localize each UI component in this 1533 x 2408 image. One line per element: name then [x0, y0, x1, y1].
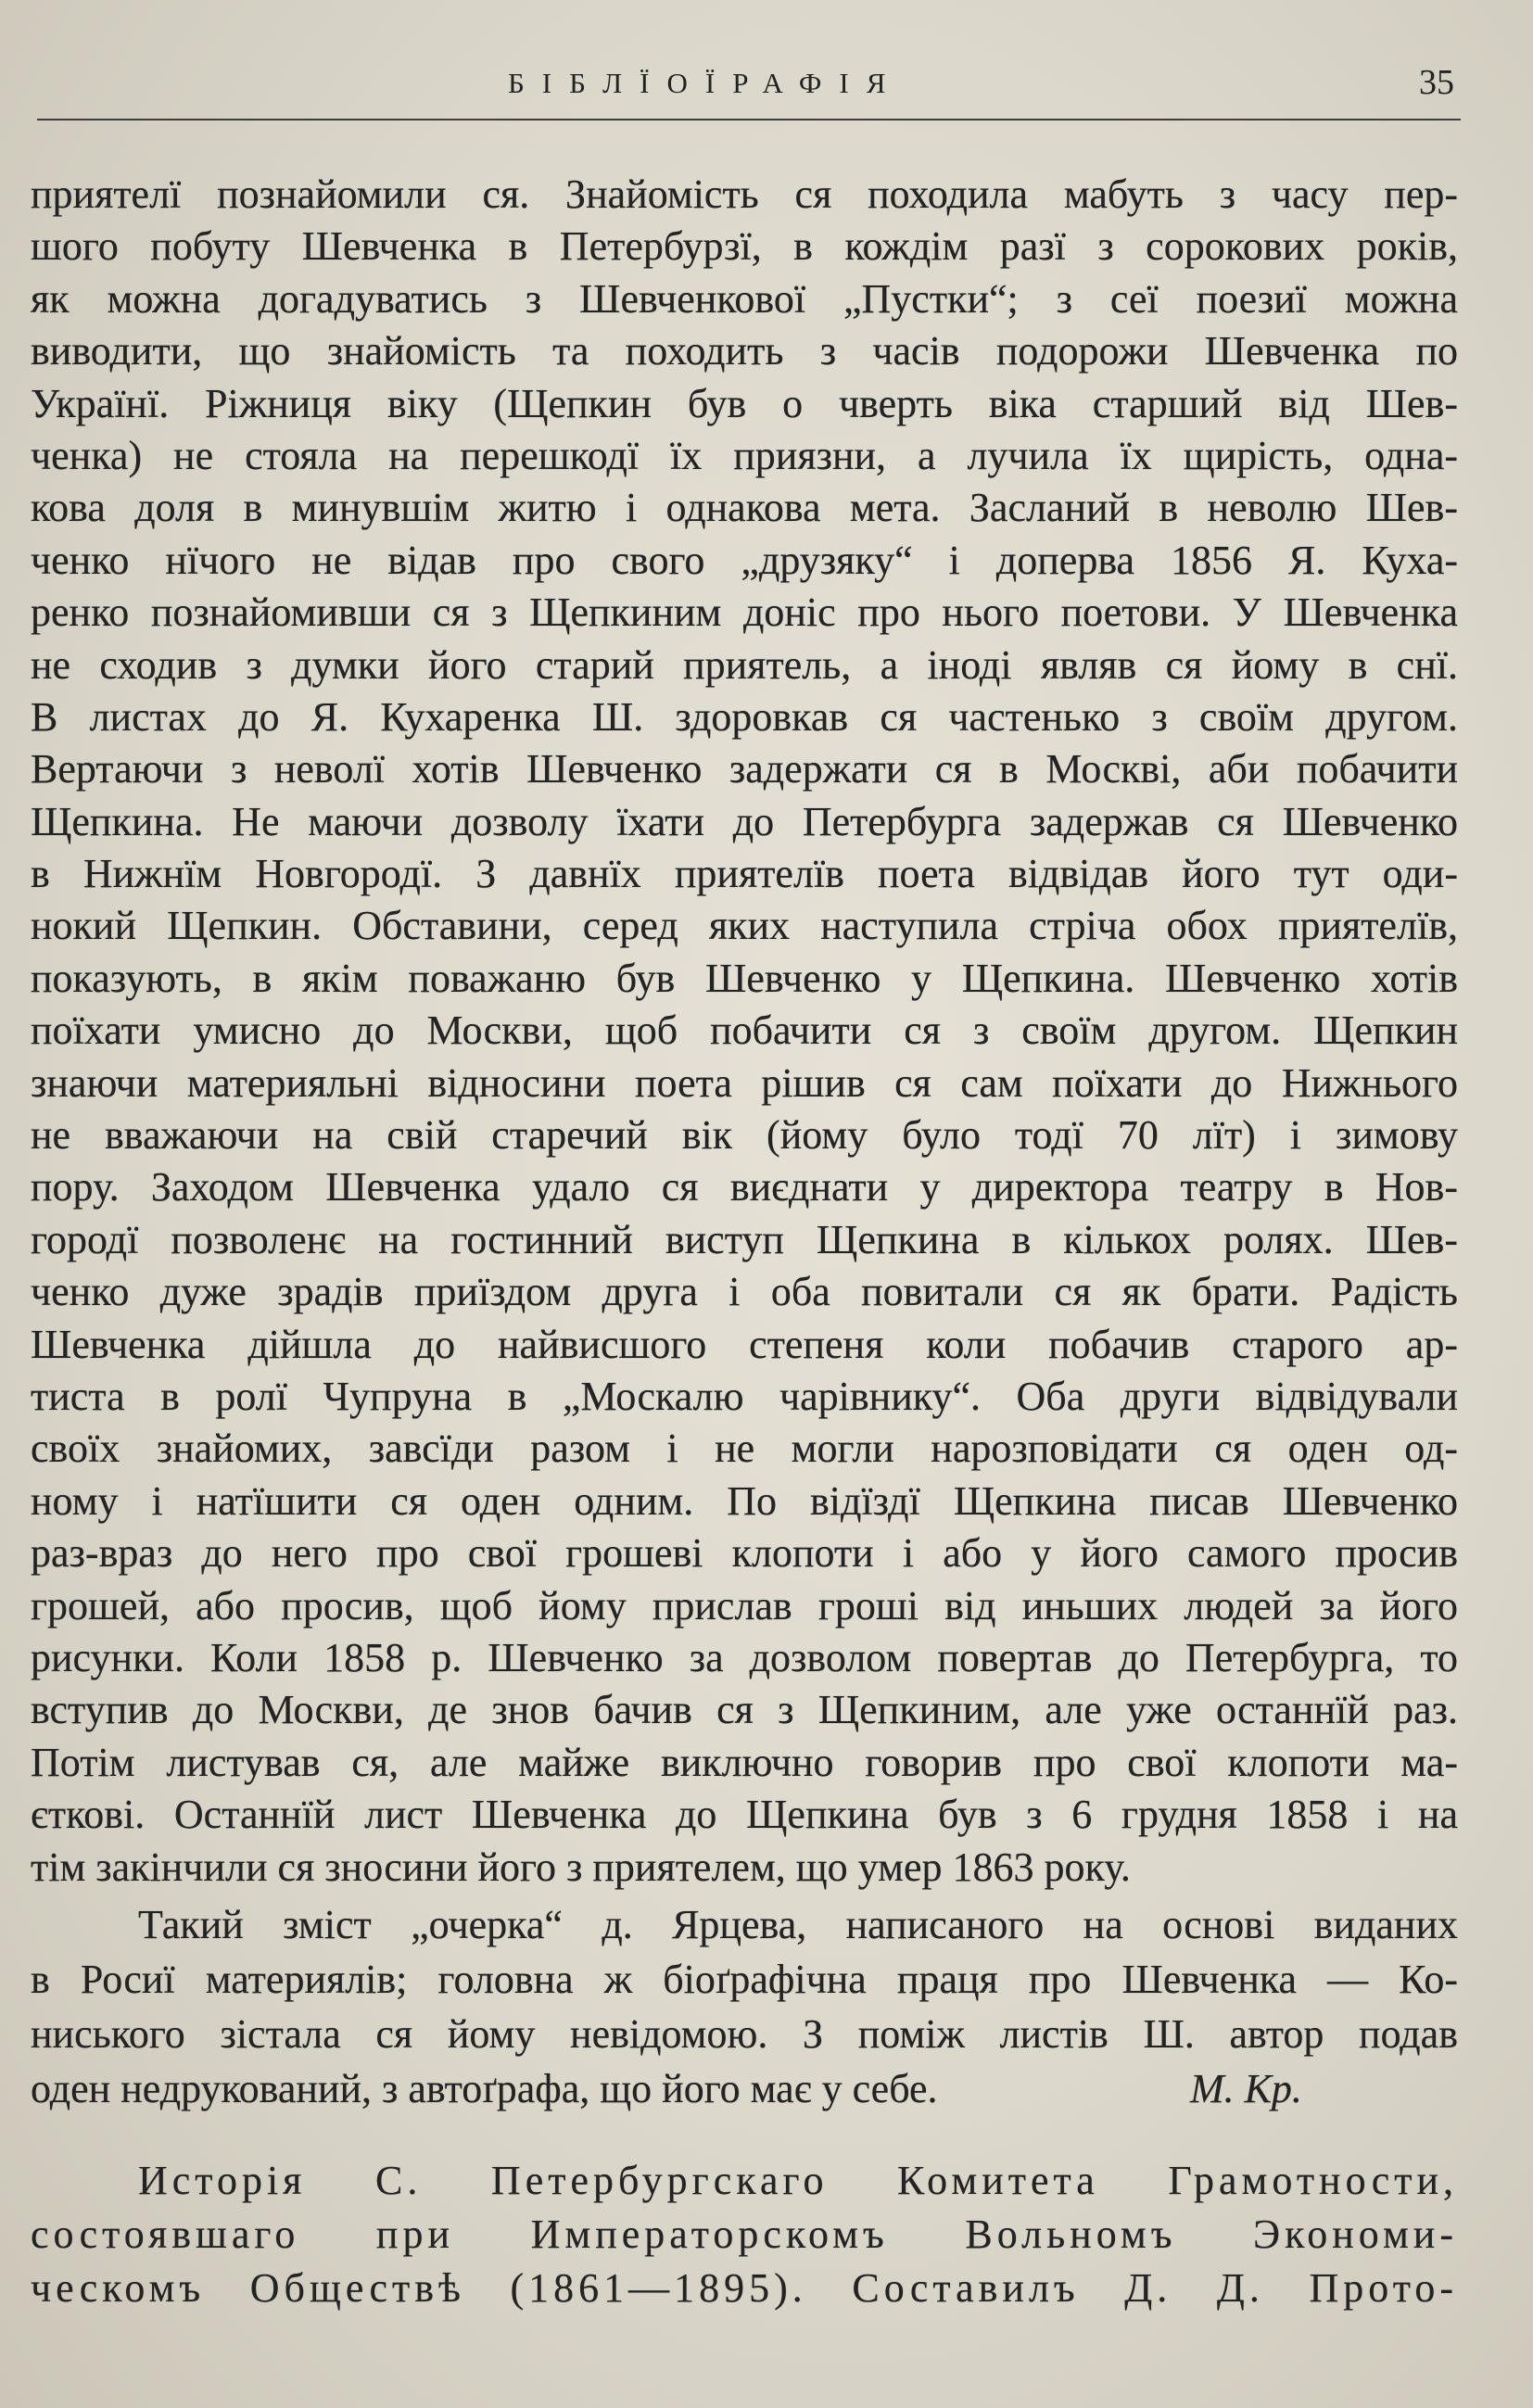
text-line: городї позволенє на гостинний виступ Щепкина в кількох ролях. Шев-: [31, 1216, 1458, 1262]
text-line: не сходив з думки його старий приятель, а іноді являв ся йому в снї.: [31, 641, 1458, 688]
text-line: рисунки. Коли 1858 р. Шевченко за дозволом повертав до Петербурга, то: [31, 1634, 1458, 1680]
text-line: пору. Заходом Шевченка удало ся виєднати у директора театру в Нов-: [31, 1164, 1458, 1210]
text-line: своїх знайомих, завсїди разом і не могли нарозповідати ся оден од-: [31, 1426, 1458, 1472]
text-line: Потім листував ся, але майже виключно говорив про свої клопоти ма-: [31, 1739, 1458, 1785]
text-line: Такий зміст „очерка“ д. Ярцева, написаного на основі виданих: [138, 1902, 1458, 1947]
author-signature: М. Кр.: [1190, 2066, 1302, 2111]
header-rule: [37, 119, 1461, 120]
text-line: ному і натїшити ся оден одним. По відїздї Щепкина писав Шевченко: [31, 1477, 1458, 1524]
text-line: Шевченка дійшла до найвисшого степеня коли побачив старого ар-: [31, 1321, 1458, 1367]
text-line: Вертаючи з неволї хотів Шевченко задержати ся в Москві, аби побачити: [31, 746, 1458, 792]
text-line: не вважаючи на свій старечий вік (йому було тодї 70 лїт) і зимову: [31, 1112, 1458, 1159]
text-line: нокий Щепкин. Обставини, серед яких наступила стріча обох приятелїв,: [31, 903, 1458, 949]
paragraph-2: [31, 1897, 1458, 2116]
text-line: ченка) не стояла на перешкодї їх приязни, а лучила їх щирість, одна-: [31, 432, 1458, 478]
text-line: шого побуту Шевченка в Петербурзї, в кождім разї з сорокових років,: [31, 223, 1458, 270]
text-line: поїхати умисно до Москви, щоб побачити ся з своїм другом. Щепкин: [31, 1008, 1458, 1054]
text-line: тиста в ролї Чупруна в „Москалю чарівнику“. Оба други відвідували: [31, 1373, 1458, 1419]
text-line: як можна догадуватись з Шевченкової „Пустки“; з сеї поезиї можна: [31, 275, 1458, 322]
text-line: В листах до Я. Кухаренка Ш. здоровкав ся частенько з своїм другом.: [31, 693, 1458, 740]
text-line: раз-враз до него про свої грошеві клопоти і або у його самого просив: [31, 1530, 1458, 1577]
text-line: ченко дуже зрадів приїздом друга і оба повитали ся як брати. Радість: [31, 1269, 1458, 1315]
text-line: ниського зістала ся йому невідомою. З поміж листів Ш. автор подав: [31, 2011, 1458, 2057]
text-line: состоявшаго при Императорскомъ Вольномъ Экономи-: [31, 2212, 1458, 2257]
text-line: тім закінчили ся зносини його з приятелем, що умер 1863 року.: [31, 1844, 1131, 1890]
text-line: ренко познайомивши ся з Щепкиним доніс про нього поетови. У Шевченка: [31, 589, 1458, 636]
text-line: Исторія С. Петербургскаго Комитета Грамотности,: [138, 2158, 1458, 2203]
text-line: кова доля в минувшім житю і однакова мета. Засланий в неволю Шев-: [31, 485, 1458, 531]
book-entry-title: [31, 2154, 1458, 2315]
text-line: грошей, або просив, щоб йому прислав гроші від иньших людей за його: [31, 1582, 1458, 1629]
text-line: Щепкина. Не маючи дозволу їхати до Петербурга задержав ся Шевченко: [31, 798, 1458, 844]
text-line: ченко нїчого не відав про свого „друзяку“ і доперва 1856 Я. Куха-: [31, 537, 1458, 583]
text-line: Українї. Ріжниця віку (Щепкин був о чверть віка старший від Шев-: [31, 380, 1458, 426]
text-line: виводити, що знайомість та походить з часів подорожи Шевченка по: [31, 328, 1458, 374]
running-header-title: БІБЛЇОЇРАФІЯ: [508, 67, 904, 99]
text-line: приятелї познайомили ся. Знайомість ся походила мабуть з часу пер-: [31, 171, 1458, 217]
text-line: оден недрукований, з автоґрафа, що його має у себе.: [31, 2066, 938, 2111]
paragraph-1: [31, 169, 1458, 1894]
page-number: 35: [1419, 63, 1454, 102]
text-line-with-signature: [31, 2061, 1458, 2116]
text-line: в Нижнїм Новгородї. З давнїх приятелїв поета відвідав його тут оди-: [31, 851, 1458, 897]
text-line: вступив до Москви, де знов бачив ся з Щепкиним, але уже останнїй раз.: [31, 1687, 1458, 1733]
text-line: ческомъ Обществѣ (1861—1895). Составилъ Д. Д. Прото-: [31, 2265, 1458, 2311]
text-line: знаючи материяльні відносини поета рішив ся сам поїхати до Нижнього: [31, 1059, 1458, 1106]
text-line: єткові. Останнїй лист Шевченка до Щепкина був з 6 грудня 1858 і на: [31, 1792, 1458, 1838]
text-line: в Росиї материялів; головна ж біоґрафічна праця про Шевченка — Ко-: [31, 1957, 1458, 2002]
text-line: показують, в якім поважаню був Шевченко у Щепкина. Шевченко хотів: [31, 955, 1458, 1001]
